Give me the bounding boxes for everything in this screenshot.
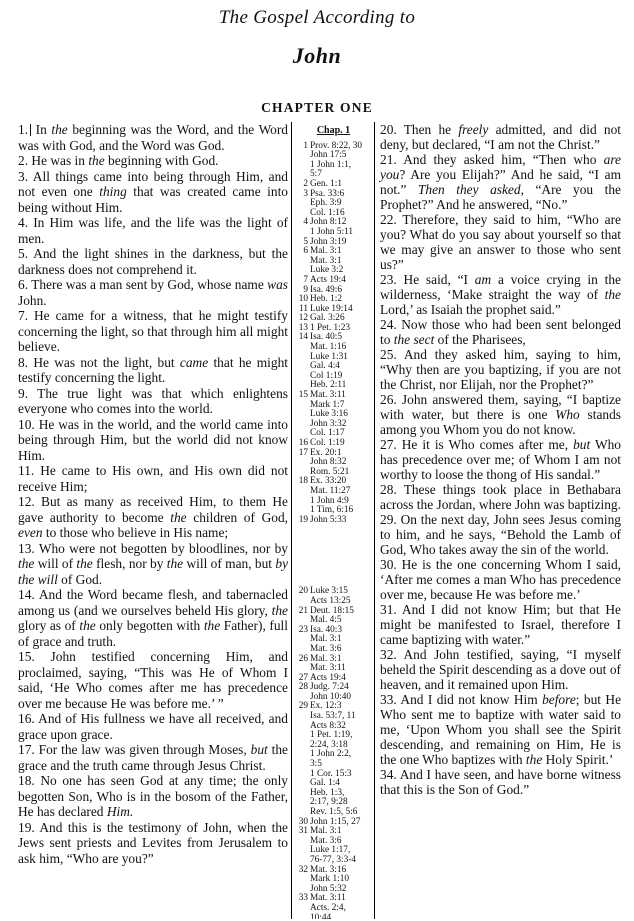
cross-reference-verse-number: 31 <box>298 826 308 837</box>
cross-reference-citation: Mat. 3:11 <box>310 390 346 401</box>
cross-reference-entry-1 <box>295 142 372 180</box>
cross-reference-citation: Acts 19:4 <box>310 672 346 683</box>
verse-32: 32. And John testified, saying, “I myself beheld the Spirit descending as a dove out of heaven, and it remained upon Him. <box>380 647 622 692</box>
verse-8: 8. He was not the light, but came that he might testify concerning the light. <box>18 354 288 385</box>
verse-30: 30. He is the one concerning Whom I said, ‘After me comes a man Who has precedence over me, because He was before me.’ <box>380 557 621 602</box>
cross-reference-citation: Mat. 3:11 <box>310 893 346 904</box>
cross-reference-entry-20 <box>295 587 372 606</box>
cross-reference-verse-number: 17 <box>298 447 308 458</box>
cross-reference-citation: Luke 3:16 <box>310 409 348 420</box>
cross-reference-citation: John 5:33 <box>310 514 347 525</box>
book-title: John <box>292 43 342 68</box>
cross-reference-citation: 2:24, 3:18 <box>310 739 348 750</box>
verse-34: 34. And I have seen, and have borne witness that this is the Son of God.” <box>380 767 621 797</box>
verse-number: 31. <box>380 602 397 617</box>
verse-21: 21. And they asked him, “Then who are you? Are you Elijah?” And he said, “I am not.” Then they asked, “Are you the Prophet?” And he answered, “No.” <box>380 152 621 212</box>
cross-reference-citation: John 8:32 <box>310 457 347 468</box>
verse-26: 26. John answered them, saying, “I baptize with water, but there is one Who stands among you Whom you do not know. <box>380 392 622 437</box>
cross-reference-verse-number: 19 <box>298 514 308 525</box>
chapter-heading: CHAPTER ONE <box>261 100 373 115</box>
cross-reference-verse-number: 11 <box>299 303 308 314</box>
cross-reference-citation: Mat. 3:1 <box>310 255 342 266</box>
cross-reference-entry-18 <box>295 477 372 515</box>
cross-reference-citation: Mal. 3:1 <box>310 826 342 837</box>
verse-number: 29. <box>380 512 397 527</box>
cross-reference-citation: Mat. 11:27 <box>310 485 351 496</box>
verse-29: 29. On the next day, John sees Jesus coming to him, and he says, “Behold the Lamb of God, Who takes away the sin of the world. <box>380 512 621 557</box>
cross-reference-citation: 1 Pet. 1:23 <box>310 322 351 333</box>
cross-reference-line <box>295 516 372 526</box>
cross-reference-citation: Prov. 8:22, 30 <box>310 140 363 151</box>
verse-number: 14. <box>18 587 35 602</box>
verse-number: 6. <box>18 277 29 292</box>
verse-number: 21. <box>380 152 397 167</box>
cross-reference-verse-number: 13 <box>298 322 308 333</box>
verse-number: 24. <box>380 317 397 332</box>
cross-reference-line <box>295 914 372 919</box>
cross-reference-citation: John 3:32 <box>310 418 347 429</box>
cross-reference-citation: 1 John 2:2, <box>310 749 352 760</box>
cross-reference-verse-number: 12 <box>298 313 308 324</box>
cross-reference-citation: Gal. 3:26 <box>310 313 345 324</box>
cross-reference-verse-number: 5 <box>303 236 308 247</box>
cross-reference-verse-number: 20 <box>298 586 308 597</box>
cross-reference-citation: Luke 3:2 <box>310 265 344 276</box>
cross-reference-citation: 3:5 <box>310 759 322 770</box>
cross-reference-citation: 1 John 5:11 <box>310 226 354 237</box>
cross-reference-group-1 <box>295 142 372 526</box>
cross-reference-verse-number: 16 <box>298 438 308 448</box>
cross-reference-citation: John 17:5 <box>310 150 347 161</box>
cross-reference-citation: Ex. 20:1 <box>310 447 342 458</box>
cross-reference-entry-6 <box>295 247 372 276</box>
cross-reference-column <box>291 122 375 919</box>
verse-1: 1. In the beginning was the Word, and the Word was with God, and the Word was God. <box>18 122 288 153</box>
cross-reference-citation: John 1:15, 27 <box>310 816 361 827</box>
cross-reference-citation: Judg. 7:24 <box>310 682 349 693</box>
verse-33: 33. And I did not know Him before; but He Who sent me to baptize with water said to me, ‘Upon Whom you shall see the Spirit descending, and remaining on Him, He is the one Who baptizes with the Holy Spirit.’ <box>380 692 622 767</box>
cross-reference-verse-number: 29 <box>298 701 308 712</box>
verse-23: 23. He said, “I am a voice crying in the wilderness, ‘Make straight the way of the Lord,’ as Isaiah the prophet said.” <box>380 272 621 317</box>
cross-reference-group-2 <box>295 587 372 919</box>
verse-number: 15. <box>18 649 35 664</box>
cross-reference-line <box>295 904 372 914</box>
verse-number: 28. <box>380 482 397 497</box>
cross-reference-entry-17 <box>295 449 372 478</box>
verse-25: 25. And they asked him, saying to him, “Why then are you baptizing, if you are not the Christ, nor Elijah, nor the Prophet?” <box>380 347 621 392</box>
cross-reference-citation: Heb. 1:2 <box>310 294 343 305</box>
verse-13: 13. Who were not begotten by bloodlines, nor by the will of the flesh, nor by the will of man, but by the will of God. <box>18 540 289 587</box>
cross-reference-verse-number: 33 <box>298 893 308 904</box>
verse-24: 24. Now those who had been sent belonged to the sect of the Pharisees, <box>380 317 621 347</box>
cross-reference-citation: Col. 1:19 <box>310 438 345 448</box>
verse-number: 19. <box>18 819 35 835</box>
verse-number: 16. <box>18 711 35 726</box>
cross-reference-citation: Isa. 40:5 <box>310 332 343 343</box>
cross-reference-verse-number: 28 <box>298 682 308 693</box>
chapter-reference-label: Chap. 1 <box>316 125 351 136</box>
cross-reference-citation: Col. 1:17 <box>310 428 345 439</box>
cross-reference-verse-number: 15 <box>298 390 308 401</box>
cross-reference-citation: 1 Tim, 6:16 <box>310 505 354 516</box>
verse-number: 30. <box>380 557 397 572</box>
verse-number: 3. <box>18 168 29 184</box>
cross-reference-citation: Ex. 12:3 <box>310 701 342 712</box>
verse-3: 3. All things came into being through Him, and not even one thing that was created came into being without Him. <box>18 168 288 215</box>
cross-reference-citation: Acts 8:32 <box>310 720 346 731</box>
page-header <box>0 0 634 116</box>
verse-14: 14. And the Word became flesh, and tabernacled among us (and we ourselves beheld His glory, the glory as of the only begotten with the Father), full of grace and truth. <box>18 587 289 649</box>
cross-reference-citation: Mark 1:10 <box>310 874 349 885</box>
verse-number: 33. <box>380 692 397 707</box>
cross-reference-citation: Mal. 4:5 <box>310 615 342 626</box>
cross-reference-citation: Rom. 5:21 <box>310 466 350 477</box>
verse-number: 17. <box>18 742 35 757</box>
cross-reference-verse-number: 14 <box>298 332 308 343</box>
verse-6: 6. There was a man sent by God, whose name was John. <box>18 277 288 308</box>
cross-reference-citation: Mat. 3:6 <box>310 835 342 846</box>
verse-9: 9. The true light was that which enlightens everyone who comes into the world. <box>18 385 288 416</box>
cross-reference-entry-19 <box>295 516 372 526</box>
cross-reference-citation: 1 Cor. 15:3 <box>310 768 352 779</box>
cross-reference-citation: Luke 1:17, <box>310 845 351 856</box>
cross-reference-citation: Mat. 3:16 <box>310 864 347 875</box>
cross-reference-citation: Isa. 53:7, 11 <box>310 711 356 722</box>
verse-number: 25. <box>380 347 397 362</box>
cross-reference-citation: Ex. 33:20 <box>310 476 347 487</box>
cross-reference-verse-number: 6 <box>303 246 308 257</box>
verse-number: 20. <box>380 122 397 137</box>
cross-reference-citation: 10:44 <box>310 912 332 919</box>
cross-reference-verse-number: 7 <box>303 274 308 285</box>
cross-reference-verse-number: 32 <box>298 864 308 875</box>
verse-7: 7. He came for a witness, that he might testify concerning the light, so that through him all might believe. <box>18 308 288 354</box>
verse-18: 18. No one has seen God at any time; the only begotten Son, Who is in the bosom of the Father, He has declared Him. <box>18 773 288 819</box>
cross-reference-verse-number: 2 <box>303 178 308 189</box>
cross-reference-citation: John 3:19 <box>310 236 347 247</box>
cross-reference-citation: Mal. 3:1 <box>310 246 342 257</box>
cross-reference-citation: Mark 1:7 <box>310 399 345 410</box>
cross-reference-citation: Heb. 1:3, <box>310 787 345 798</box>
cross-reference-verse-number: 3 <box>303 188 308 199</box>
cross-reference-verse-number: 9 <box>303 284 308 295</box>
book-supertitle: The Gospel According to <box>218 7 416 28</box>
cross-reference-citation: Luke 3:15 <box>310 586 348 597</box>
verse-number: 13. <box>18 540 35 556</box>
cross-reference-citation: Mat. 3:6 <box>310 643 342 654</box>
verse-number: 26. <box>380 392 397 407</box>
verse-4: 4. In Him was life, and the life was the light of men. <box>18 215 288 246</box>
cross-reference-entry-23 <box>295 626 372 655</box>
verse-number: 8. <box>18 354 29 370</box>
cross-reference-citation: John 5:32 <box>310 883 347 894</box>
cross-reference-verse-number: 10 <box>298 294 308 305</box>
verse-number: 2. <box>18 153 29 168</box>
cross-reference-citation: Luke 19:14 <box>310 303 353 314</box>
verse-19: 19. And this is the testimony of John, when the Jews sent priests and Levites from Jerusalem to ask him, “Who are you?” <box>18 819 289 866</box>
verse-number: 23. <box>380 272 397 287</box>
verse-28: 28. These things took place in Bethabara across the Jordan, where John was baptizing. <box>380 482 621 512</box>
cross-reference-verse-number: 23 <box>298 624 308 635</box>
verse-number: 10. <box>18 416 35 432</box>
cross-reference-verse-number: 30 <box>298 816 308 827</box>
cross-reference-citation: Luke 1:31 <box>310 351 348 362</box>
cross-reference-citation: 76-77, 3:3-4 <box>310 854 356 865</box>
cross-reference-citation: 1 Pet. 1:19, <box>310 730 353 741</box>
cross-reference-verse-number: 4 <box>303 217 308 228</box>
cross-reference-entry-33 <box>295 894 372 919</box>
cross-reference-verse-number: 27 <box>298 672 308 683</box>
cross-reference-citation: 1 John 1:1, <box>310 159 352 170</box>
verse-10: 10. He was in the world, and the world came into being through Him, but the world did not know Him. <box>18 416 288 463</box>
cross-reference-citation: John 10:40 <box>310 691 352 702</box>
verse-11: 11. He came to His own, and His own did not receive Him; <box>18 463 288 494</box>
cross-reference-entry-21 <box>295 607 372 626</box>
verse-number: 5. <box>18 246 29 261</box>
verse-number: 9. <box>18 385 29 401</box>
verse-17: 17. For the law was given through Moses, but the grace and the truth came through Jesus Christ. <box>18 742 288 773</box>
cross-reference-citation: Mat. 3:11 <box>310 663 346 674</box>
cross-reference-line <box>295 161 372 171</box>
cross-reference-entry-32 <box>295 866 372 895</box>
cross-reference-citation: Mal. 3:1 <box>310 653 342 664</box>
verse-number: 34. <box>380 767 397 782</box>
cross-reference-citation: Acts. 2:4, <box>310 902 346 913</box>
left-text-column <box>18 122 288 919</box>
cross-reference-citation: Mal. 3:1 <box>310 634 342 645</box>
cross-reference-citation: Isa. 40:3 <box>310 624 343 635</box>
cross-reference-citation: Acts 13:25 <box>310 595 351 606</box>
verse-31: 31. And I did not know Him; but that He might be manifested to Israel, therefore I came baptizing with water.” <box>380 602 621 647</box>
cursor-mark <box>30 124 31 136</box>
cross-reference-citation: 2:17, 9:28 <box>310 797 348 808</box>
verse-16: 16. And of His fullness we have all received, and grace upon grace. <box>18 711 289 742</box>
verse-2: 2. He was in the beginning with God. <box>18 153 219 168</box>
verse-27: 27. He it is Who comes after me, but Who has precedence over me; of Whom I am not worthy to loose the thong of His sandal.” <box>380 437 621 482</box>
cross-reference-entry-4 <box>295 218 372 237</box>
verse-number: 12. <box>18 494 35 509</box>
cross-reference-entry-15 <box>295 391 372 439</box>
cross-reference-citation: Rev. 1:5, 5:6 <box>310 807 358 817</box>
cross-reference-citation: Isa. 49:6 <box>310 284 343 295</box>
cross-reference-entry-29 <box>295 702 372 817</box>
cross-reference-citation: Heb. 2:11 <box>310 380 347 391</box>
cross-reference-entry-28 <box>295 683 372 702</box>
cross-reference-citation: Mat. 1:16 <box>310 342 347 353</box>
cross-reference-entry-3 <box>295 190 372 219</box>
cross-reference-entry-14 <box>295 333 372 391</box>
cross-reference-verse-number: 26 <box>298 653 308 664</box>
cross-reference-gap <box>295 525 372 587</box>
verse-12: 12. But as many as received Him, to them He gave authority to become the children of God, even to those who believe in His name; <box>18 494 288 540</box>
verse-number: 27. <box>380 437 397 452</box>
cross-reference-entry-31 <box>295 827 372 865</box>
right-text-column <box>375 122 621 919</box>
verse-20: 20. Then he freely admitted, and did not deny, but declared, “I am not the Christ.” <box>380 122 621 152</box>
verse-number: 22. <box>380 212 397 227</box>
cross-reference-verse-number: 18 <box>298 476 308 487</box>
cross-reference-citation: Col 1:19 <box>310 370 343 381</box>
verse-22: 22. Therefore, they said to him, “Who are you? What do you say about yourself so that we may give an answer to those who sent us?” <box>380 212 621 272</box>
cross-reference-citation: Acts 19:4 <box>310 274 346 285</box>
verse-number: 7. <box>18 308 29 323</box>
cross-reference-citation: Gen. 1:1 <box>310 178 343 189</box>
verse-15: 15. John testified concerning Him, and proclaimed, saying, “This was He of Whom I said, ‘He Who comes after me has precedence over me because He was before me.’ ” <box>18 649 289 711</box>
verse-number: 4. <box>18 215 29 230</box>
cross-reference-citation: 1 John 4:9 <box>310 495 349 506</box>
cross-reference-entry-26 <box>295 655 372 674</box>
cross-reference-citation: Eph. 3:9 <box>310 198 342 209</box>
verse-number: 11. <box>18 463 35 478</box>
cross-reference-citation: Psa. 33:6 <box>310 188 345 199</box>
cross-reference-line <box>295 750 372 760</box>
cross-reference-citation: Col. 1:16 <box>310 207 345 218</box>
text-columns <box>18 122 621 919</box>
verse-number: 32. <box>380 647 397 662</box>
cross-reference-citation: 5:7 <box>310 169 322 180</box>
verse-number: 18. <box>18 773 35 788</box>
verse-number: 1. <box>18 122 29 137</box>
cross-reference-citation: Deut. 18:15 <box>310 605 354 616</box>
cross-reference-citation: Gal. 4:4 <box>310 361 340 372</box>
cross-reference-verse-number: 21 <box>298 605 308 616</box>
cross-reference-citation: John 8:12 <box>310 217 347 228</box>
cross-reference-citation: Gal. 1:4 <box>310 778 340 789</box>
verse-5: 5. And the light shines in the darkness, but the darkness does not comprehend it. <box>18 246 289 277</box>
cross-reference-verse-number: 1 <box>303 140 308 151</box>
